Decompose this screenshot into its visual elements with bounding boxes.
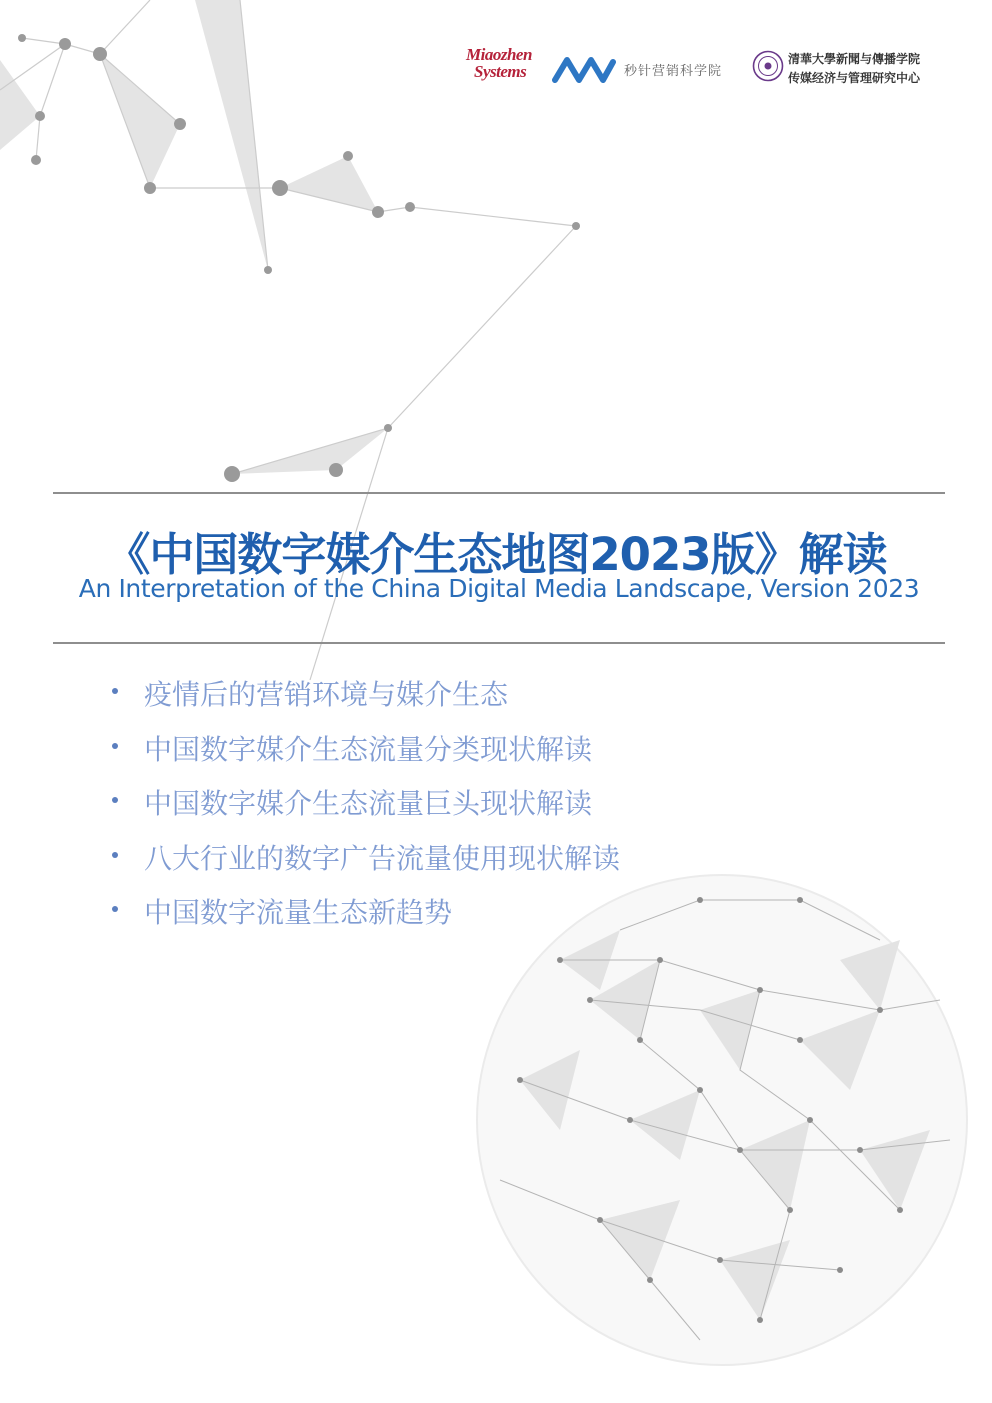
miaozhen-logo-line2: Systems [474, 62, 527, 81]
page-title-en: An Interpretation of the China Digital Media Landscape, Version 2023 [78, 574, 920, 603]
bullet-icon [112, 688, 118, 694]
tsinghua-line2: 传媒经济与管理研究中心 [788, 71, 921, 85]
page-title-zh: 《中国数字媒介生态地图2023版》解读 [105, 528, 887, 581]
toc-item-text: 中国数字流量生态新趋势 [144, 896, 453, 929]
mv-logo-icon [552, 54, 616, 84]
toc-item-text: 八大行业的数字广告流量使用现状解读 [144, 841, 621, 875]
title-top-rule [53, 492, 945, 494]
toc-item-text: 疫情后的营销环境与媒介生态 [144, 678, 509, 711]
toc-item-text: 中国数字媒介生态流量分类现状解读 [144, 732, 593, 766]
tsinghua-line1: 清華大學新聞与傳播学院 [788, 52, 921, 66]
tsinghua-text [788, 50, 920, 88]
academy-name: 秒针营销科学院 [624, 64, 723, 79]
title-bottom-rule [53, 642, 945, 644]
globe-graphic [477, 875, 967, 1365]
miaozhen-logo [466, 46, 546, 80]
miaozhen-logo-line1: Miaozhen [466, 45, 532, 64]
partner-logos [466, 44, 946, 100]
bullet-icon [112, 852, 118, 858]
bullet-icon [112, 906, 118, 912]
tsinghua-seal-icon [752, 50, 784, 82]
toc-item-text: 中国数字媒介生态流量巨头现状解读 [144, 787, 593, 820]
bullet-icon [112, 743, 118, 749]
bullet-icon [112, 797, 118, 803]
